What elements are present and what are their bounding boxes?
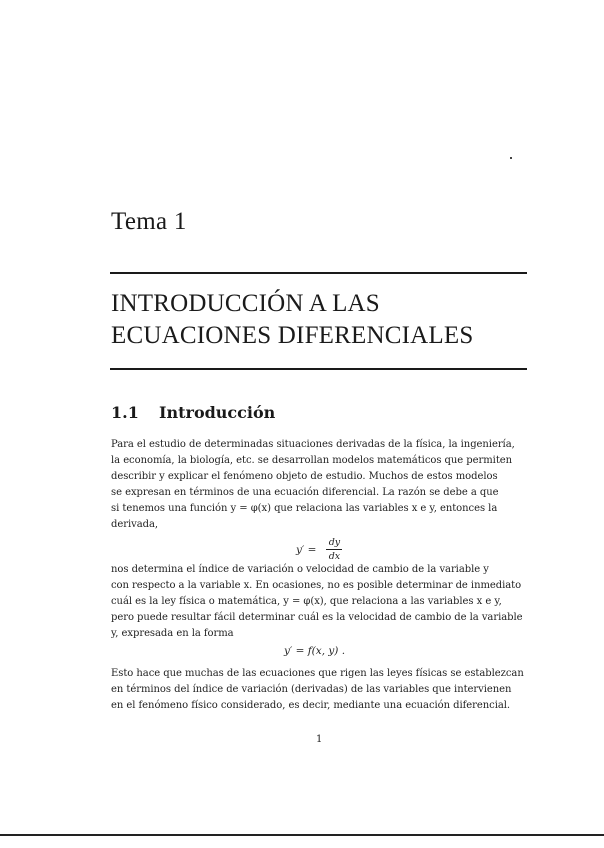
- fraction-numerator: dy: [328, 537, 341, 548]
- differential-equation: y′ = f(x, y) .: [284, 645, 346, 657]
- page-bottom-rule: [0, 834, 604, 836]
- paragraph-line: si tenemos una función y = φ(x) que relaciona las variables x e y, entonces la: [111, 503, 498, 514]
- paragraph-line: pero puede resultar fácil determinar cuál es la velocidad de cambio de la variable: [111, 612, 523, 623]
- chapter-title-line: ECUACIONES DIFERENCIALES: [111, 322, 474, 349]
- equation-fraction: [326, 537, 342, 562]
- paragraph-line: en términos del índice de variación (derivadas) de las variables que intervienen: [111, 684, 512, 695]
- paragraph-line: la economía, la biología, etc. se desarrollan modelos matemáticos que permiten: [111, 455, 513, 466]
- paragraph-line: nos determina el índice de variación o velocidad de cambio de la variable y: [111, 564, 489, 575]
- paragraph-line: cuál es la ley física o matemática, y = φ(x), que relaciona a las variables x e y,: [111, 596, 502, 607]
- paragraph-line: derivada,: [111, 519, 159, 530]
- scan-speck: [510, 157, 512, 159]
- section-title: Introducción: [159, 403, 276, 422]
- chapter-rule-bottom: [110, 368, 527, 370]
- paragraph-line: Para el estudio de determinadas situaciones derivadas de la física, la ingeniería,: [111, 439, 515, 450]
- paragraph-line: y, expresada en la forma: [111, 628, 234, 639]
- chapter-label: Tema 1: [111, 208, 187, 235]
- fraction-denominator: dx: [328, 551, 341, 562]
- paragraph-line: se expresan en términos de una ecuación diferencial. La razón se debe a que: [111, 487, 499, 498]
- section-number: 1.1: [111, 403, 139, 422]
- paragraph-line: Esto hace que muchas de las ecuaciones que rigen las leyes físicas se establezcan: [111, 668, 524, 679]
- chapter-rule-top: [110, 272, 527, 274]
- paragraph-line: con respecto a la variable x. En ocasiones, no es posible determinar de inmediato: [111, 580, 522, 591]
- derivative-equation: [296, 537, 342, 562]
- page-number: 1: [316, 734, 323, 745]
- section-heading: [111, 403, 275, 422]
- chapter-title-line: INTRODUCCIÓN A LAS: [111, 290, 380, 317]
- fraction-bar: [326, 549, 342, 550]
- paragraph-line: describir y explicar el fenómeno objeto de estudio. Muchos de estos modelos: [111, 471, 498, 482]
- chapter-title: [111, 288, 541, 352]
- equation-lhs: y′ =: [296, 543, 317, 556]
- paragraph-line: en el fenómeno físico considerado, es decir, mediante una ecuación diferencial.: [111, 700, 511, 711]
